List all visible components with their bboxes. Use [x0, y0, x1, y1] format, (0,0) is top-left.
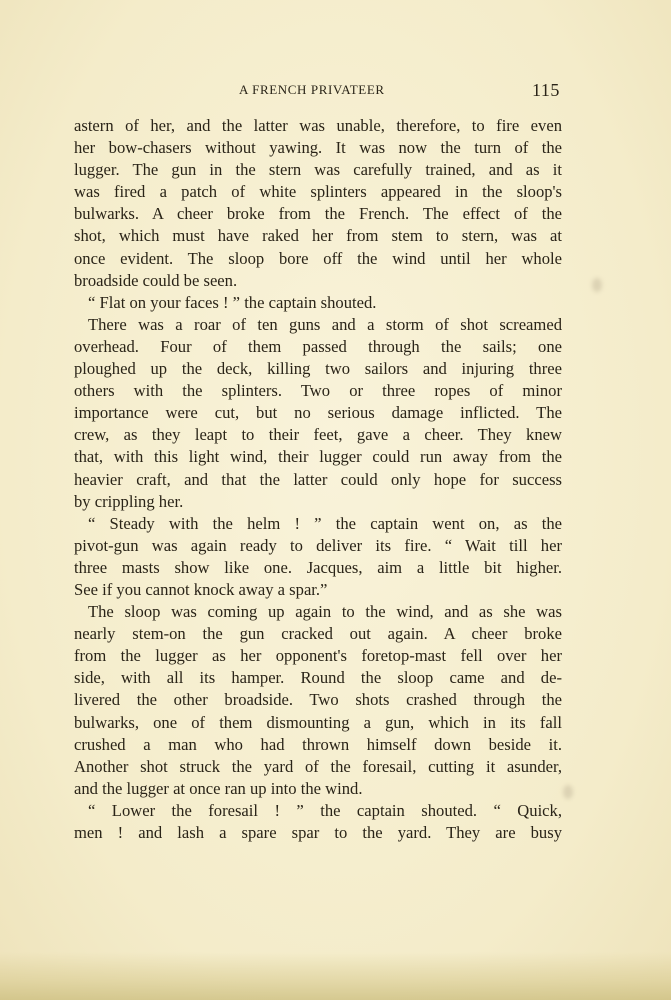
text-line: “ Steady with the helm ! ” the captain went on, as the	[88, 513, 562, 533]
page-bottom-shadow	[0, 952, 671, 1000]
text-line: was fired a patch of white splinters appeared in the sloop's	[74, 182, 562, 202]
text-line: that, with this light wind, their lugger could run away from the	[74, 447, 562, 467]
text-line: Another shot struck the yard of the foresail, cutting it asunder,	[74, 756, 562, 776]
text-line: and the lugger at once ran up into the wind.	[74, 778, 363, 798]
text-line: bulwarks. A cheer broke from the French. The effect of the	[74, 204, 562, 224]
text-line: broadside could be seen.	[74, 270, 238, 290]
text-line: There was a roar of ten guns and a storm of shot screamed	[88, 314, 562, 334]
text-line: pivot-gun was again ready to deliver its fire. “ Wait till her	[74, 535, 562, 555]
text-line: The sloop was coming up again to the wind, and as she was	[88, 602, 562, 622]
running-head	[0, 80, 671, 102]
paper-spot	[592, 278, 602, 292]
text-line: “ Lower the foresail ! ” the captain shouted. “ Quick,	[88, 800, 562, 820]
text-line: “ Flat on your faces ! ” the captain shouted.	[88, 292, 377, 312]
text-line: importance were cut, but no serious damage inflicted. The	[74, 403, 562, 423]
text-line: once evident. The sloop bore off the wind until her whole	[74, 248, 562, 268]
text-line: bulwarks, one of them dismounting a gun, which in its fall	[74, 712, 562, 732]
text-line: ploughed up the deck, killing two sailors and injuring three	[74, 359, 562, 379]
text-line: by crippling her.	[74, 491, 184, 511]
text-line: shot, which must have raked her from stem to stern, was at	[74, 226, 562, 246]
text-line: others with the splinters. Two or three ropes of minor	[74, 381, 562, 401]
text-line: her bow-chasers without yawing. It was now the turn of the	[74, 138, 562, 158]
text-line: from the lugger as her opponent's foretop-mast fell over her	[74, 646, 562, 666]
text-line: livered the other broadside. Two shots crashed through the	[74, 690, 562, 710]
text-line: heavier craft, and that the latter could only hope for success	[74, 469, 562, 489]
text-line: three masts show like one. Jacques, aim a little bit higher.	[74, 557, 562, 577]
text-line: crushed a man who had thrown himself down beside it.	[74, 734, 562, 754]
text-line: astern of her, and the latter was unable, therefore, to fire even	[74, 116, 562, 135]
text-line: nearly stem-on the gun cracked out again. A cheer broke	[74, 624, 562, 644]
text-line: overhead. Four of them passed through the sails; one	[74, 336, 562, 356]
text-line: lugger. The gun in the stern was carefully trained, and as it	[74, 160, 562, 180]
running-title: A FRENCH PRIVATEER	[239, 82, 385, 97]
page-number: 115	[532, 80, 560, 100]
paper-spot	[563, 785, 573, 799]
text-line: See if you cannot knock away a spar.”	[74, 579, 328, 599]
text-line: side, with all its hamper. Round the sloop came and de-	[74, 668, 562, 688]
text-line: crew, as they leapt to their feet, gave a cheer. They knew	[74, 425, 562, 445]
text-line: men ! and lash a spare spar to the yard. They are busy	[74, 823, 562, 842]
text-body	[74, 115, 562, 844]
